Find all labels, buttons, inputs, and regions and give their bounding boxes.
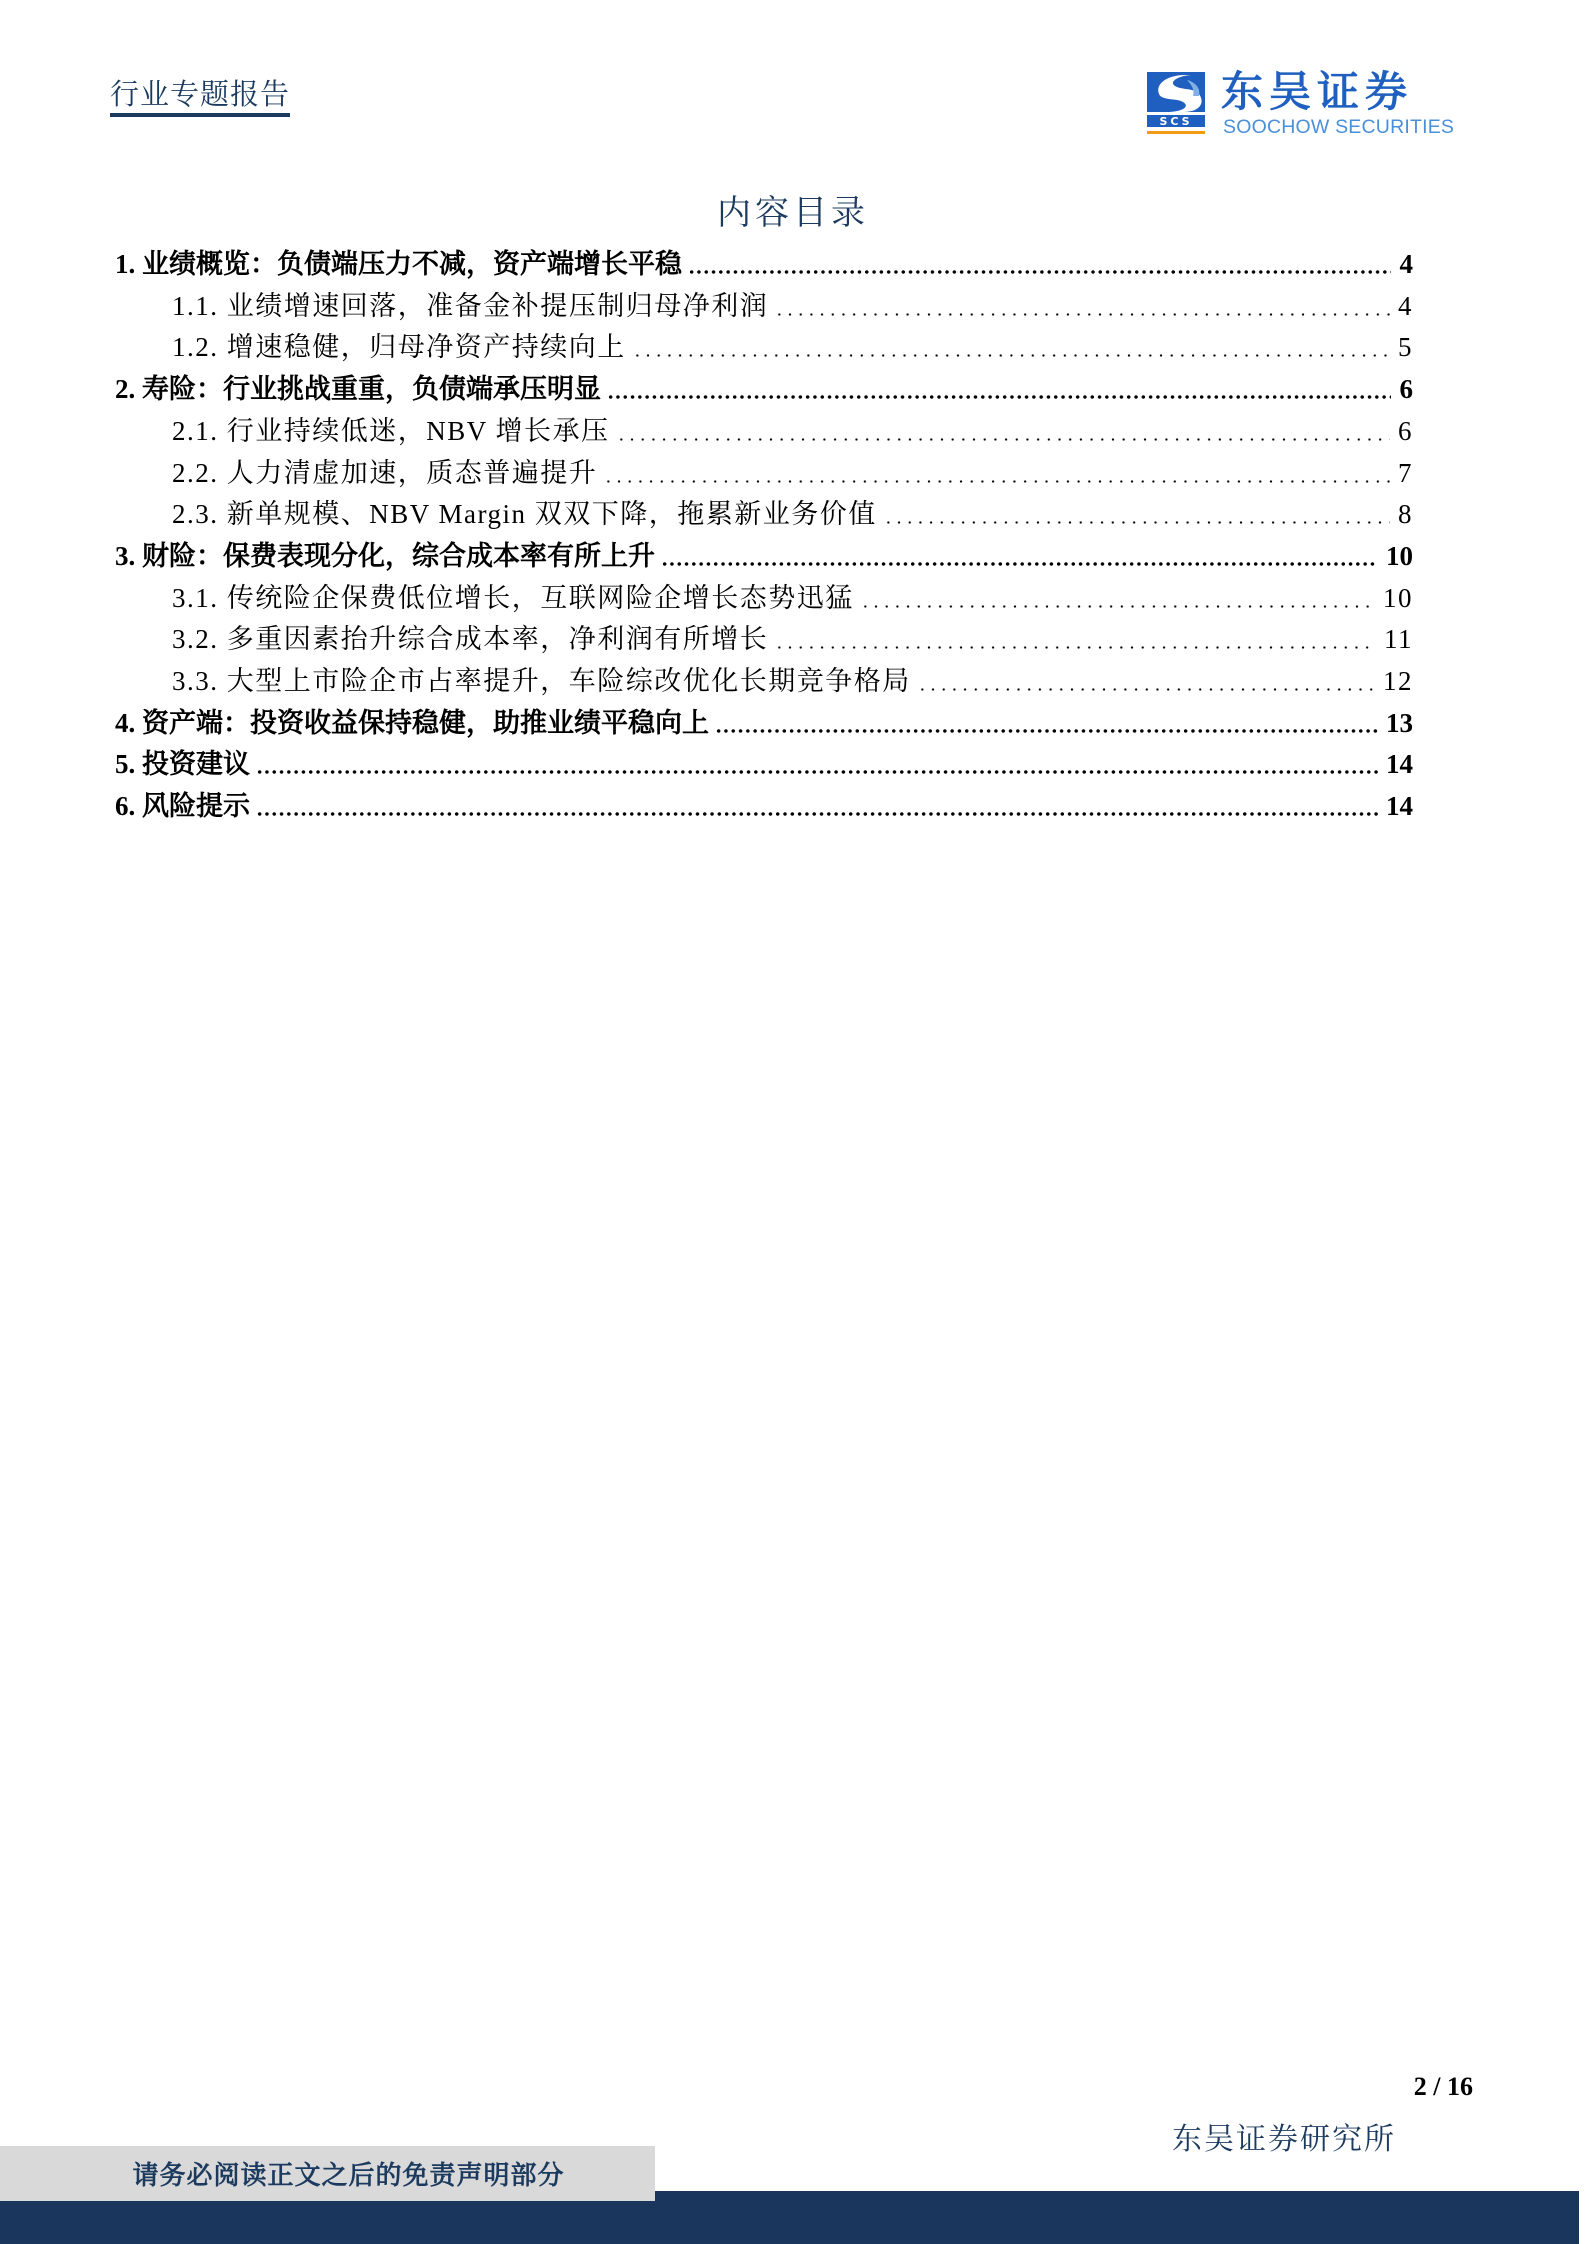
footer-disclaimer-box <box>0 2146 655 2201</box>
dot-leader <box>774 286 1390 326</box>
toc-entry[interactable] <box>172 578 1413 618</box>
toc-entry-page: 14 <box>1386 749 1413 780</box>
dot-leader <box>661 536 1378 576</box>
toc-entry-page: 10 <box>1383 582 1413 613</box>
toc-entry[interactable] <box>172 411 1413 451</box>
toc-entry-page: 8 <box>1398 499 1413 530</box>
toc-entry-label: 3.1. 传统险企保费低位增长，互联网险企增长态势迅猛 <box>172 582 854 613</box>
dot-leader <box>917 661 1375 701</box>
toc-entry-label: 3.2. 多重因素抬升综合成本率，净利润有所增长 <box>172 624 769 655</box>
toc-entry-page: 11 <box>1384 624 1413 655</box>
toc-entry[interactable] <box>172 494 1413 534</box>
toc-entry[interactable] <box>115 369 1413 409</box>
toc-entry-page: 7 <box>1398 457 1413 488</box>
dot-leader <box>883 494 1390 534</box>
toc-entry[interactable] <box>172 619 1413 659</box>
toc-entry-label: 1.2. 增速稳健，归母净资产持续向上 <box>172 332 626 363</box>
toc-entry[interactable] <box>172 661 1413 701</box>
toc-entry[interactable] <box>172 327 1413 367</box>
toc-entry[interactable] <box>115 703 1413 743</box>
toc-entry-label: 6. 风险提示 <box>115 791 250 822</box>
toc-entry-page: 4 <box>1399 249 1413 279</box>
svg-text:SCS: SCS <box>1159 115 1193 128</box>
logo-name-cn: 东吴证券 <box>1221 67 1414 116</box>
toc-entry-page: 12 <box>1383 666 1413 696</box>
dot-leader <box>607 369 1391 409</box>
toc-entry-page: 13 <box>1386 707 1413 738</box>
toc-title: 内容目录 <box>717 195 869 232</box>
toc-entry[interactable] <box>172 286 1413 326</box>
report-type-label: 行业专题报告 <box>110 78 290 117</box>
toc-entry-page: 5 <box>1398 332 1413 363</box>
toc-entry-page: 14 <box>1386 791 1413 822</box>
toc-entry-label: 2. 寿险：行业挑战重重，负债端承压明显 <box>115 374 601 405</box>
toc-entry[interactable] <box>115 786 1413 826</box>
toc-entry-page: 6 <box>1398 415 1413 446</box>
dot-leader <box>256 744 1378 784</box>
dot-leader <box>632 327 1390 367</box>
toc-entry[interactable] <box>172 453 1413 493</box>
dot-leader <box>715 703 1378 743</box>
toc-entry-label: 2.2. 人力清虚加速，质态普遍提升 <box>172 457 598 488</box>
logo-name-en: SOOCHOW SECURITIES <box>1223 116 1455 138</box>
toc-entry[interactable] <box>115 244 1413 284</box>
dot-leader <box>256 786 1378 826</box>
toc-entry-page: 6 <box>1399 374 1413 405</box>
toc-entry-label: 2.1. 行业持续低迷，NBV 增长承压 <box>172 415 610 446</box>
toc-entry-label: 2.3. 新单规模、NBV Margin 双双下降，拖累新业务价值 <box>172 499 877 530</box>
dot-leader <box>860 578 1375 618</box>
page-indicator: 2 / 16 <box>1413 2072 1473 2101</box>
toc-entry-label: 3. 财险：保费表现分化，综合成本率有所上升 <box>115 540 655 571</box>
toc-entry-label: 4. 资产端：投资收益保持稳健，助推业绩平稳向上 <box>115 707 709 738</box>
toc-entry[interactable] <box>115 744 1413 784</box>
dot-leader <box>603 453 1390 493</box>
toc-entry-page: 10 <box>1386 540 1413 571</box>
company-logo <box>1145 68 1465 140</box>
toc-entry-label: 1. 业绩概览：负债端压力不减，资产端增长平稳 <box>115 249 682 279</box>
scs-logo-icon <box>1147 72 1205 136</box>
toc-entry[interactable] <box>115 536 1413 576</box>
toc-entry-label: 3.3. 大型上市险企市占率提升，车险综改优化长期竞争格局 <box>172 666 911 696</box>
dot-leader <box>774 619 1376 659</box>
toc-entry-label: 5. 投资建议 <box>115 749 250 780</box>
dot-leader <box>688 244 1391 284</box>
footer-disclaimer-text: 请务必阅读正文之后的免责声明部分 <box>132 2161 565 2190</box>
dot-leader <box>616 411 1390 451</box>
toc-entry-label: 1.1. 业绩增速回落，准备金补提压制归母净利润 <box>172 290 769 321</box>
footer-organization: 东吴证券研究所 <box>1172 2123 1396 2156</box>
toc-entry-page: 4 <box>1398 290 1413 321</box>
